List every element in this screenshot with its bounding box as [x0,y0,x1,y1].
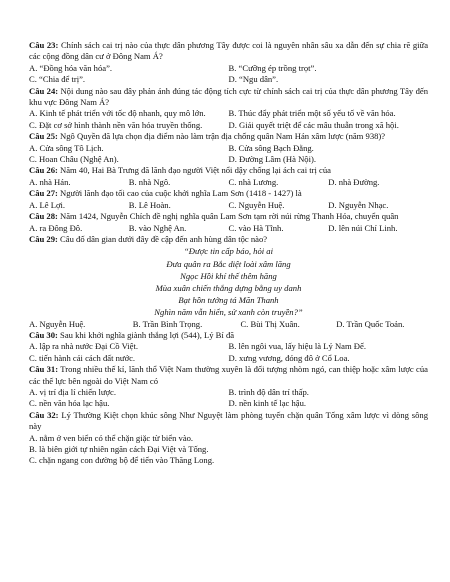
option-b: B. Trần Bình Trọng. [132,318,203,329]
question-text: Sau khi khởi nghĩa giành thắng lợi (544), Lý Bí đã [57,329,235,340]
poem-line: Ngọc Hồi khí thế thêm hăng [180,270,277,281]
question-32 [29,410,428,433]
option-a: A. vị trí địa lí chiến lược. [29,386,117,397]
option-a: A. Cửa sông Tô Lịch. [29,142,104,153]
option-c: C. Hoan Châu (Nghệ An). [29,154,119,165]
option-a: A. “Đồng hóa văn hóa”. [29,62,113,73]
option-a: A. Nguyễn Huệ. [29,318,86,329]
option-d: D. Giải quyết triệt để các mâu thuẫn trong xã hội. [228,119,399,130]
question-24 [29,86,428,109]
question-text: Chính sách cai trị nào của thực dân phương Tây được coi là nguyên nhân sâu xa dẫn đến sự chia rẽ giữa các cộng đồng dân cư ở Đông Nam Á? [29,40,429,62]
question-number: Câu 32: [29,409,59,420]
option-c: C. Bùi Thị Xuân. [240,318,300,329]
option-c: C. nhà Lương. [228,176,279,187]
folk-riddle-poem [29,245,428,318]
question-text: Năm 40, Hai Bà Trưng đã lãnh đạo người Việt nổi dậy chống lại ách cai trị của [57,165,331,176]
question-29 [29,234,428,245]
question-number: Câu 26: [29,165,58,176]
question-text: Trong nhiều thế kỉ, lãnh thổ Việt Nam thường xuyên là đối tượng nhòm ngó, can thiệp hoặc xâm lược của các thế lực bên ngoài do Việt Nam có [29,364,428,386]
option-c: C. Đặt cơ sở hình thành nền văn hóa truyền thống. [29,119,203,130]
options-row [29,398,428,409]
option-c: C. chặn ngang con đường bộ để tiến vào Thăng Long. [29,455,215,466]
option-d: D. “Ngu dân”. [228,74,279,85]
question-number: Câu 24: [29,85,59,96]
option-b: B. “Cưỡng ép trồng trọt”. [228,62,317,73]
options-row [29,177,428,188]
option-c: C. tiến hành cải cách đất nước. [29,352,136,363]
option-d: D. lên núi Chí Linh. [328,222,398,233]
question-27 [29,188,428,199]
option-b: B. Lê Hoàn. [128,199,171,210]
option-d: D. nhà Đường. [328,176,380,187]
options-row [29,63,428,74]
option-a: A. nằm ở ven biển có thể chặn giặc từ biển vào. [29,432,194,443]
option-d: D. Nguyễn Nhạc. [328,199,389,210]
option-a: A. lập ra nhà nước Đại Cồ Việt. [29,341,138,352]
question-number: Câu 29: [29,233,58,244]
options-row [29,353,428,364]
options-row [29,74,428,85]
question-number: Câu 23: [29,40,59,50]
options-row [29,387,428,398]
option-c: C. vào Hà Tĩnh. [228,222,284,233]
question-23 [29,40,428,63]
option-a: A. nhà Hán. [29,176,71,187]
question-text: Nội dung nào sau đây phản ánh đúng tác động tích cực từ chính sách cai trị của thực dân phương Tây đến khu vực Đông Nam Á? [29,85,429,108]
option-d: D. nền kinh tế lạc hậu. [228,398,307,409]
question-number: Câu 28: [29,211,58,222]
question-28 [29,211,428,222]
question-25 [29,131,428,142]
option-b: B. lên ngôi vua, lấy hiệu là Lý Nam Đế. [228,341,366,352]
question-text: Lý Thường Kiệt chọn khúc sông Như Nguyệt làm phòng tuyến chặn quân Tống xâm lược vì dòng sông này [29,409,429,432]
options-row [29,200,428,211]
options-row [29,154,428,165]
option-b: B. Cửa sông Bạch Đằng. [228,142,314,153]
question-number: Câu 25: [29,131,58,142]
option-d: D. Đường Lâm (Hà Nội). [228,154,316,165]
options-row [29,143,428,154]
option-a: A. ra Đông Đô. [29,222,83,233]
question-text: Người lãnh đạo tối cao của cuộc khởi nghĩa Lam Sơn (1418 - 1427) là [57,188,302,199]
option-b: B. vào Nghệ An. [128,222,187,233]
question-number: Câu 27: [29,188,58,199]
question-26 [29,165,428,176]
question-number: Câu 31: [29,364,59,375]
question-30 [29,330,428,341]
poem-line: Đưa quân ra Bắc diệt loài xâm lăng [166,258,291,269]
option-c: C. Nguyễn Huệ. [228,199,285,210]
options-row [29,120,428,131]
question-text: Câu đố dân gian dưới đây đề cập đến anh hùng dân tộc nào? [57,233,268,244]
option-c: C. “Chia để trị”. [29,74,86,85]
option-b: B. trình độ dân trí thấp. [228,386,309,397]
question-31 [29,364,428,387]
poem-line: Mùa xuân chiến thắng dựng bằng uy danh [155,282,302,293]
option-d: D. Trần Quốc Toản. [336,318,405,329]
options-row [29,341,428,352]
poem-line: Bạt hồn tướng tá Mãn Thanh [178,295,279,306]
option-a: A. Kinh tế phát triển với tốc độ nhanh, quy mô lớn. [29,108,206,119]
poem-line: “Được tin cấp báo, hỏi ai [183,246,273,257]
question-number: Câu 30: [29,329,58,340]
option-a: A. Lê Lợi. [29,199,66,210]
option-b: B. là biên giới tự nhiên ngăn cách Đại Việt và Tống. [29,444,209,454]
option-d: D. xưng vương, đóng đô ở Cổ Loa. [228,352,350,363]
option-b: B. nhà Ngô. [128,176,171,187]
options-row [29,319,428,330]
question-text: Ngô Quyền đã lựa chọn địa điểm nào làm trận địa chống quân Nam Hán xâm lược (năm 938)? [57,131,386,142]
option-c: C. nền văn hóa lạc hậu. [29,398,110,409]
options-row [29,108,428,119]
options-row [29,223,428,234]
poem-line: Nghìn năm vẫn hiển, sử xanh còn truyền?” [154,307,303,318]
option-b: B. Thúc đẩy phát triển một số yếu tố về văn hóa. [228,108,396,119]
question-text: Năm 1424, Nguyễn Chích đề nghị nghĩa quân Lam Sơn tạm rời núi rừng Thanh Hóa, chuyển quân [57,211,399,222]
